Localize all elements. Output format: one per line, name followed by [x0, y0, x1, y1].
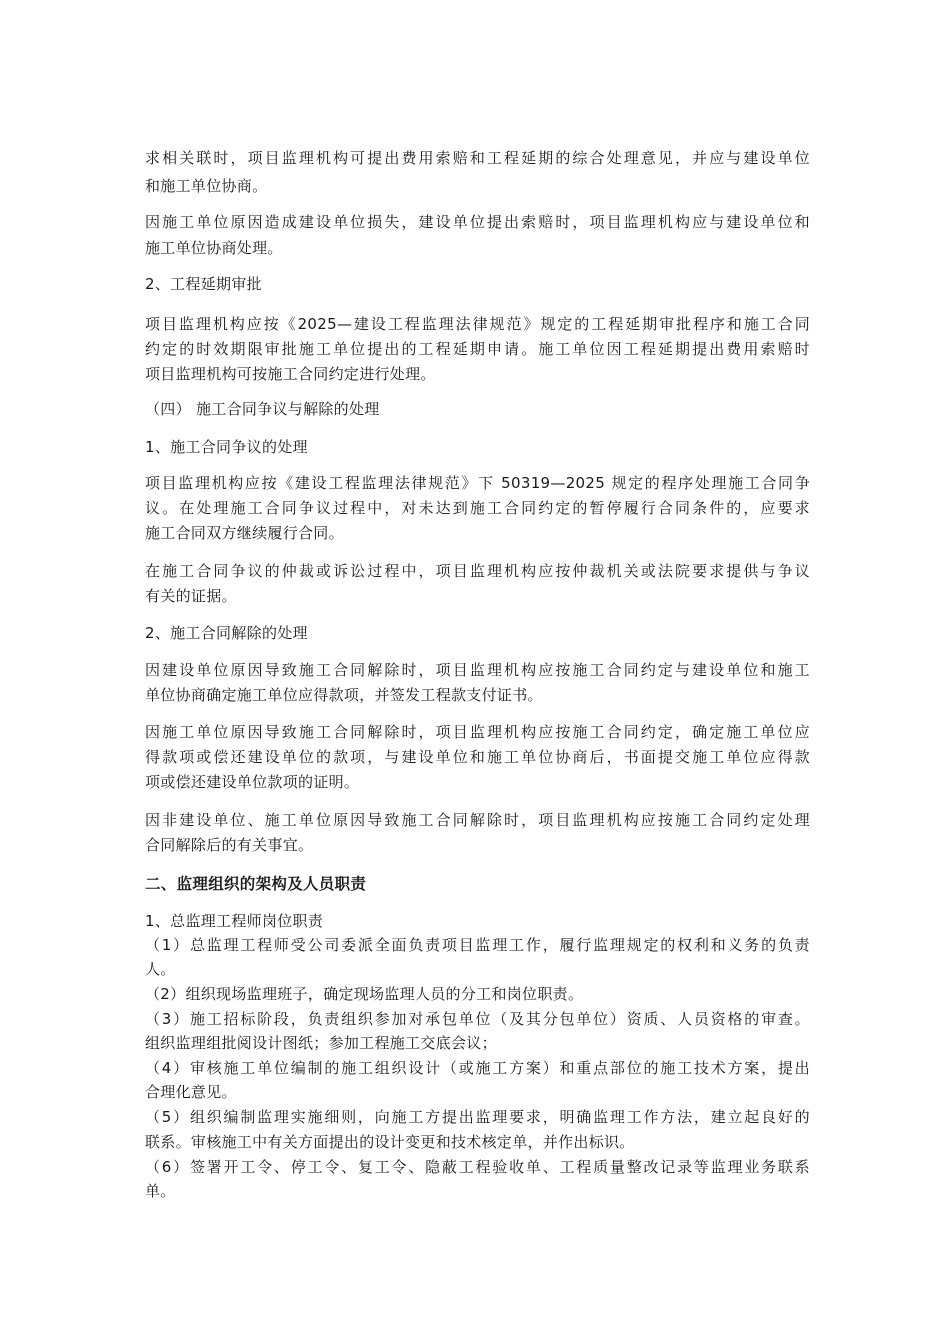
para4-line2: 议。在处理施工合同争议过程中，对未达到施工合同约定的暂停履行合同条件的，应要求: [145, 499, 810, 517]
duty5-line1: （5）组织编制监理实施细则，向施工方提出监理要求，明确监理工作方法，建立起良好的: [145, 1108, 810, 1126]
subsection-title-termination-handling: 2、施工合同解除的处理: [145, 624, 308, 642]
subsection-title-dispute-handling: 1、施工合同争议的处理: [145, 438, 308, 456]
para4-line3: 施工合同双方继续履行合同。: [145, 524, 344, 542]
section-title-contract-dispute: （四） 施工合同争议与解除的处理: [145, 400, 380, 418]
chapter-title-organization: 二、监理组织的架构及人员职责: [145, 875, 367, 893]
para3-line3: 项目监理机构可按施工合同约定进行处理。: [145, 365, 436, 383]
subsection-title-extension-approval: 2、工程延期审批: [145, 275, 262, 293]
para6-line2: 单位协商确定施工单位应得款项，并签发工程款支付证书。: [145, 686, 543, 704]
duty3-line1: （3）施工招标阶段，负责组织参加对承包单位（及其分包单位）资质、人员资格的审查。: [145, 1010, 810, 1028]
duty4-line2: 合理化意见。: [145, 1083, 237, 1101]
para4-line1: 项目监理机构应按《建设工程监理法律规范》下 50319—2025 规定的程序处理施工合同争: [145, 474, 810, 492]
para5-line2: 有关的证据。: [145, 587, 237, 605]
duty4-line1: （4）审核施工单位编制的施工组织设计（或施工方案）和重点部位的施工技术方案，提出: [145, 1059, 810, 1077]
para1-line2: 和施工单位协商。: [145, 177, 268, 195]
para8-line1: 因非建设单位、施工单位原因导致施工合同解除时，项目监理机构应按施工合同约定处理: [145, 811, 810, 829]
para7-line1: 因施工单位原因导致施工合同解除时，项目监理机构应按施工合同约定，确定施工单位应: [145, 723, 810, 741]
para1-line1: 求相关联时，项目监理机构可提出费用索赔和工程延期的综合处理意见，并应与建设单位: [145, 149, 810, 167]
para8-line2: 合同解除后的有关事宜。: [145, 836, 314, 854]
duty6-line2: 单。: [145, 1182, 176, 1200]
duty2-line1: （2）组织现场监理班子，确定现场监理人员的分工和岗位职责。: [145, 985, 584, 1003]
para2-line1: 因施工单位原因造成建设单位损失，建设单位提出索赔时，项目监理机构应与建设单位和: [145, 213, 810, 231]
para3-line2: 约定的时效期限审批施工单位提出的工程延期申请。施工单位因工程延期提出费用索赔时: [145, 340, 810, 358]
duty-title-chief-engineer: 1、总监理工程师岗位职责: [145, 912, 324, 930]
para7-line2: 得款项或偿还建设单位的款项，与建设单位和施工单位协商后，书面提交施工单位应得款: [145, 748, 810, 766]
duty1-line1: （1）总监理工程师受公司委派全面负责项目监理工作，履行监理规定的权利和义务的负责: [145, 936, 810, 954]
duty5-line2: 联系。审核施工中有关方面提出的设计变更和技术核定单，并作出标识。: [145, 1133, 635, 1151]
duty1-line2: 人。: [145, 960, 176, 978]
para7-line3: 项或偿还建设单位款项的证明。: [145, 773, 360, 791]
duty6-line1: （6）签署开工令、停工令、复工令、隐蔽工程验收单、工程质量整改记录等监理业务联系: [145, 1158, 810, 1176]
duty3-line2: 组织监理组批阅设计图纸；参加工程施工交底会议；: [145, 1034, 497, 1052]
para3-line1: 项目监理机构应按《2025—建设工程监理法律规范》规定的工程延期审批程序和施工合同: [145, 315, 810, 333]
para6-line1: 因建设单位原因导致施工合同解除时，项目监理机构应按施工合同约定与建设单位和施工: [145, 661, 810, 679]
para2-line2: 施工单位协商处理。: [145, 239, 283, 257]
para5-line1: 在施工合同争议的仲裁或诉讼过程中，项目监理机构应按仲裁机关或法院要求提供与争议: [145, 562, 810, 580]
